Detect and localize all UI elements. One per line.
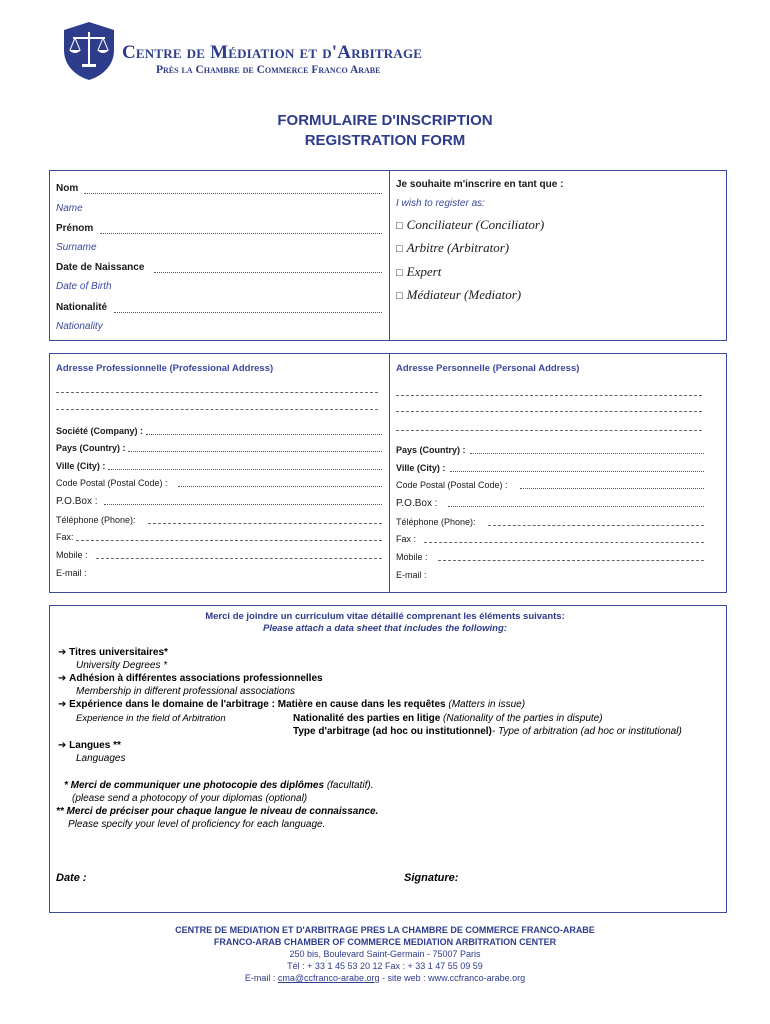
personal-address-heading: Adresse Personnelle (Personal Address) xyxy=(396,363,580,374)
footer-address: 250 bis, Boulevard Saint-Germain - 75007 Paris xyxy=(289,949,481,959)
company-label: Société (Company) : xyxy=(56,426,144,436)
footer-phone-fax: Tél : + 33 1 45 53 20 12 Fax : + 33 1 47 55 09 59 xyxy=(287,961,483,971)
membership-label-fr: Adhésion à différentes associations professionnelles xyxy=(69,673,323,684)
option-arbitrator[interactable] xyxy=(396,240,509,256)
address-line-2[interactable] xyxy=(56,409,378,410)
membership-label-en: Membership in different professional associations xyxy=(76,686,295,697)
nationality-parties-fr: Nationalité des parties en litige xyxy=(293,713,441,724)
po-box-label: P.O.Box : xyxy=(56,496,98,507)
matters-label-fr: Matière en cause dans les requêtes xyxy=(277,699,446,710)
logo-subtitle: Près la Chambre de Commerce Franco Arabe xyxy=(156,64,381,76)
po-box-label: P.O.Box : xyxy=(396,498,438,509)
footer-contact xyxy=(0,973,770,983)
register-heading-en: I wish to register as: xyxy=(396,198,485,209)
matters-label-en: (Matters in issue) xyxy=(448,699,526,710)
arrow-right-icon: ➔ xyxy=(58,740,67,751)
signature-label: Signature: xyxy=(404,872,459,884)
prenom-label: Prénom xyxy=(56,223,94,234)
nom-field[interactable] xyxy=(84,193,382,194)
name-label: Name xyxy=(56,203,83,214)
phone-label: Téléphone (Phone): xyxy=(396,517,476,527)
degrees-label-en: University Degrees * xyxy=(76,660,168,671)
experience-label-fr: Expérience dans le domaine de l'arbitrage : xyxy=(69,699,275,710)
website-link[interactable]: www.ccfranco-arabe.org xyxy=(428,973,526,983)
experience-label-en: Experience in the field of Arbitration xyxy=(76,713,226,724)
city-field[interactable] xyxy=(108,469,382,470)
logo-title: Centre de Médiation et d'Arbitrage xyxy=(122,42,423,63)
address-line-3[interactable] xyxy=(396,430,702,431)
languages-label-en: Languages xyxy=(76,753,126,764)
note-1-suffix: (facultatif). xyxy=(326,780,374,791)
prenom-field[interactable] xyxy=(100,233,382,234)
option-label: Expert xyxy=(406,264,442,279)
city-label: Ville (City) : xyxy=(396,463,446,473)
form-title-en: REGISTRATION FORM xyxy=(304,132,466,149)
scales-of-justice-icon xyxy=(58,20,120,82)
address-section xyxy=(49,353,727,593)
arrow-right-icon: ➔ xyxy=(58,699,67,710)
note-1-en: (please send a photocopy of your diplomas (optional) xyxy=(72,793,308,804)
note-1-fr: * Merci de communiquer une photocopie des diplômes xyxy=(64,780,325,791)
date-birth-field[interactable] xyxy=(154,272,382,273)
po-box-field[interactable] xyxy=(448,506,704,507)
mobile-field[interactable] xyxy=(96,558,382,559)
phone-field[interactable] xyxy=(488,525,704,526)
professional-address-heading: Adresse Professionnelle (Professional Address) xyxy=(56,363,274,374)
divider xyxy=(389,170,390,341)
email-label: E-mail : xyxy=(56,568,87,578)
option-label: Médiateur (Mediator) xyxy=(406,287,522,302)
option-label: Conciliateur (Conciliator) xyxy=(406,217,545,232)
arrow-right-icon: ➔ xyxy=(58,673,67,684)
arbitration-type-fr: Type d'arbitrage (ad hoc ou institutionnel) xyxy=(293,726,492,737)
footer-line-1: CENTRE DE MEDIATION ET D'ARBITRAGE PRES LA CHAMBRE DE COMMERCE FRANCO-ARABE xyxy=(175,925,595,935)
country-field[interactable] xyxy=(470,453,704,454)
nom-label: Nom xyxy=(56,183,79,194)
postal-field[interactable] xyxy=(520,488,704,489)
city-field[interactable] xyxy=(450,471,704,472)
surname-label: Surname xyxy=(56,242,97,253)
logo xyxy=(58,20,423,86)
date-label: Date : xyxy=(56,872,87,884)
fax-field[interactable] xyxy=(76,540,382,541)
form-title-fr: FORMULAIRE D'INSCRIPTION xyxy=(277,112,493,129)
address-line-1[interactable] xyxy=(56,392,378,393)
date-naissance-label: Date de Naissance xyxy=(56,262,145,273)
fax-field[interactable] xyxy=(424,542,704,543)
arrow-right-icon: ➔ xyxy=(58,647,67,658)
mobile-field[interactable] xyxy=(438,560,704,561)
experience-item xyxy=(58,699,525,710)
arbitration-type-en: - Type of arbitration (ad hoc or institutional) xyxy=(491,726,682,737)
option-expert[interactable] xyxy=(396,264,441,280)
divider xyxy=(389,353,390,593)
degrees-item xyxy=(58,647,168,658)
nationality-label: Nationality xyxy=(56,321,103,332)
postal-label: Code Postal (Postal Code) : xyxy=(56,478,168,488)
languages-item xyxy=(58,740,121,751)
identity-section xyxy=(49,170,727,341)
postal-label: Code Postal (Postal Code) : xyxy=(396,480,508,490)
attachments-heading-en: Please attach a data sheet that includes the following: xyxy=(263,623,507,634)
site-prefix: - site web : xyxy=(379,973,426,983)
phone-field[interactable] xyxy=(148,523,382,524)
nationalite-label: Nationalité xyxy=(56,302,108,313)
fax-label: Fax: xyxy=(56,532,74,542)
option-mediator[interactable] xyxy=(396,287,521,303)
mobile-label: Mobile : xyxy=(56,550,88,560)
country-label: Pays (Country) : xyxy=(396,445,466,455)
footer-line-2: FRANCO-ARAB CHAMBER OF COMMERCE MEDIATION ARBITRATION CENTER xyxy=(213,937,557,947)
po-box-field[interactable] xyxy=(104,504,382,505)
address-line-1[interactable] xyxy=(396,395,702,396)
attachments-heading-fr: Merci de joindre un curriculum vitae détaillé comprenant les éléments suivants: xyxy=(205,611,565,622)
phone-label: Téléphone (Phone): xyxy=(56,515,136,525)
fax-label: Fax : xyxy=(396,534,417,544)
country-field[interactable] xyxy=(128,451,382,452)
checkbox-icon[interactable]: □ xyxy=(396,220,403,232)
nationality-parties-item xyxy=(293,713,603,724)
membership-item xyxy=(58,673,323,684)
checkbox-icon[interactable]: □ xyxy=(396,267,403,279)
note-2-en: Please specify your level of proficiency for each language. xyxy=(68,819,326,830)
country-label: Pays (Country) : xyxy=(56,443,126,453)
nationalite-field[interactable] xyxy=(114,312,382,313)
postal-field[interactable] xyxy=(178,486,382,487)
checkbox-icon[interactable]: □ xyxy=(396,243,403,255)
email-label: E-mail : xyxy=(396,570,427,580)
mobile-label: Mobile : xyxy=(396,552,428,562)
note-2-fr: ** Merci de préciser pour chaque langue le niveau de connaissance. xyxy=(56,806,379,817)
company-field[interactable] xyxy=(146,434,382,435)
languages-label-fr: Langues ** xyxy=(69,740,121,751)
note-1 xyxy=(64,780,374,791)
arbitration-type-item xyxy=(293,726,682,737)
email-prefix: E-mail : xyxy=(244,973,276,983)
option-conciliator[interactable] xyxy=(396,217,544,233)
date-birth-label: Date of Birth xyxy=(56,281,112,292)
register-heading-fr: Je souhaite m'inscrire en tant que : xyxy=(396,179,564,190)
email-link[interactable]: cma@ccfranco-arabe.org xyxy=(277,973,380,983)
address-line-2[interactable] xyxy=(396,411,702,412)
nationality-parties-en: (Nationality of the parties in dispute) xyxy=(443,713,603,724)
option-label: Arbitre (Arbitrator) xyxy=(406,240,510,255)
checkbox-icon[interactable]: □ xyxy=(396,290,403,302)
city-label: Ville (City) : xyxy=(56,461,106,471)
degrees-label-fr: Titres universitaires* xyxy=(69,647,168,658)
